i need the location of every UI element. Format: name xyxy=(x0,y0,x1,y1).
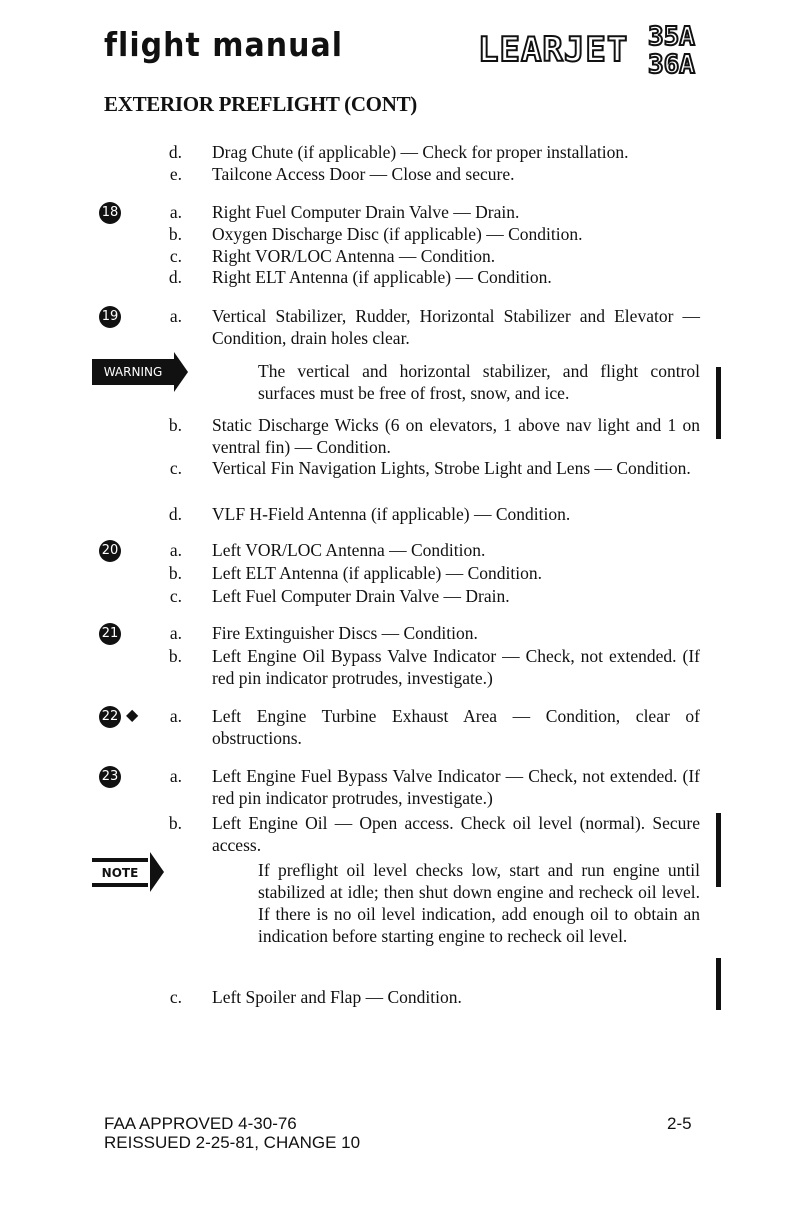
step-marker-icon: 19 xyxy=(99,306,121,328)
checklist-item: Right Fuel Computer Drain Valve — Drain. xyxy=(212,202,520,222)
checklist-item: Right VOR/LOC Antenna — Condition. xyxy=(212,246,496,266)
note-text: If preflight oil level checks low, start and run engine until stabilized at idle; then shut down engine and recheck oil level. If there is no oil level indication, add enough oil to obtain an indication before starting engine to recheck oil level. xyxy=(258,860,700,946)
change-bar xyxy=(716,367,721,439)
checklist-item: Drag Chute (if applicable) — Check for proper installation. xyxy=(212,142,629,162)
checklist-item: Fire Extinguisher Discs — Condition. xyxy=(212,623,478,643)
item-letter: b. xyxy=(168,563,182,583)
step-marker-icon: 18 xyxy=(99,202,121,224)
warning-text: The vertical and horizontal stabilizer, and flight control surfaces must be free of frost, snow, and ice. xyxy=(258,361,700,403)
item-letter: c. xyxy=(169,246,182,266)
model-35a: 35A xyxy=(648,22,695,52)
footer-approved: FAA APPROVED 4-30-76 xyxy=(104,1114,297,1133)
item-letter: d. xyxy=(168,267,182,287)
step-marker-icon: 20 xyxy=(99,540,121,562)
note-rule-top xyxy=(92,858,148,862)
step-marker-icon: 22 xyxy=(99,706,121,728)
item-letter: a. xyxy=(169,706,182,726)
warning-arrow-icon xyxy=(174,352,188,392)
change-bar xyxy=(716,813,721,887)
page-number: 2-5 xyxy=(667,1114,692,1133)
checklist-item: Left ELT Antenna (if applicable) — Condition. xyxy=(212,563,542,583)
checklist-item: Tailcone Access Door — Close and secure. xyxy=(212,164,515,184)
step-marker-icon: 21 xyxy=(99,623,121,645)
diamond-icon: ◆ xyxy=(126,707,139,724)
checklist-item: Left Engine Oil Bypass Valve Indicator — Check, not extended. (If red pin indicator protrudes, investigate.) xyxy=(212,646,700,688)
item-letter: a. xyxy=(169,540,182,560)
item-letter: a. xyxy=(169,623,182,643)
note-label: NOTE xyxy=(92,864,148,882)
item-letter: c. xyxy=(169,586,182,606)
item-letter: d. xyxy=(168,142,182,162)
checklist-item: Left VOR/LOC Antenna — Condition. xyxy=(212,540,486,560)
item-letter: b. xyxy=(168,813,182,833)
item-letter: b. xyxy=(168,646,182,666)
header-flight-manual: flight manual xyxy=(104,26,343,65)
checklist-item: Left Engine Fuel Bypass Valve Indicator — Check, not extended. (If red pin indicator protrudes, investigate.) xyxy=(212,766,700,808)
item-letter: c. xyxy=(169,458,182,478)
item-letter: a. xyxy=(169,202,182,222)
checklist-item: Left Fuel Computer Drain Valve — Drain. xyxy=(212,586,510,606)
brand-logo: LEARJET xyxy=(478,30,629,70)
checklist-item: Left Engine Turbine Exhaust Area — Condition, clear of obstructions. xyxy=(212,706,700,748)
checklist-item: Oxygen Discharge Disc (if applicable) — Condition. xyxy=(212,224,583,244)
checklist-item: VLF H-Field Antenna (if applicable) — Condition. xyxy=(212,504,571,524)
item-letter: c. xyxy=(169,987,182,1007)
change-bar xyxy=(716,958,721,1010)
item-letter: b. xyxy=(168,415,182,435)
section-title: EXTERIOR PREFLIGHT (CONT) xyxy=(104,92,417,116)
item-letter: d. xyxy=(168,504,182,524)
note-rule-bottom xyxy=(92,883,148,887)
checklist-item: Static Discharge Wicks (6 on elevators, 1 above nav light and 1 on ventral fin) — Condition. xyxy=(212,415,700,457)
note-arrow-icon xyxy=(150,852,164,892)
checklist-item: Left Engine Oil — Open access. Check oil level (normal). Secure access. xyxy=(212,813,700,855)
item-letter: e. xyxy=(169,164,182,184)
item-letter: a. xyxy=(169,766,182,786)
warning-label: WARNING xyxy=(92,359,174,385)
checklist-item: Left Spoiler and Flap — Condition. xyxy=(212,987,462,1007)
model-36a: 36A xyxy=(648,50,695,80)
item-letter: a. xyxy=(169,306,182,326)
checklist-item: Right ELT Antenna (if applicable) — Condition. xyxy=(212,267,552,287)
step-marker-icon: 23 xyxy=(99,766,121,788)
checklist-item: Vertical Stabilizer, Rudder, Horizontal Stabilizer and Elevator — Condition, drain holes clear. xyxy=(212,306,700,348)
item-letter: b. xyxy=(168,224,182,244)
checklist-item: Vertical Fin Navigation Lights, Strobe Light and Lens — Condition. xyxy=(212,458,691,478)
footer-reissued: REISSUED 2-25-81, CHANGE 10 xyxy=(104,1133,361,1152)
